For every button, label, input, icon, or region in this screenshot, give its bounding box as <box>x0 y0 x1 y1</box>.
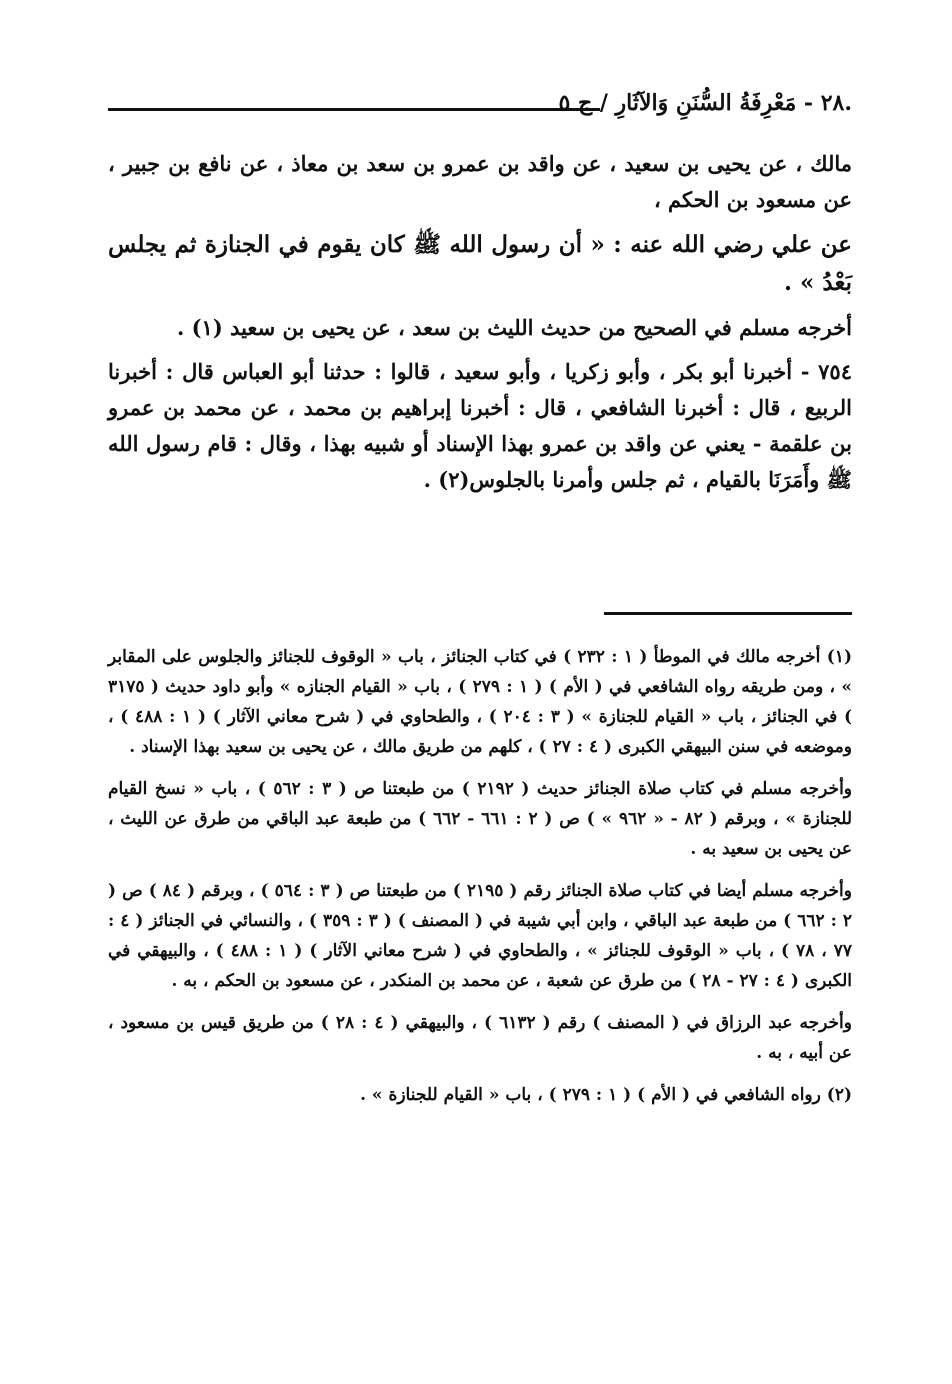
footnote-1-muslim-also: وأخرجه مسلم أيضا في كتاب صلاة الجنائز رقم ( ٢١٩٥ ) من طبعتنا ص ( ٣ : ٥٦٤ ) ، وبرقم ( ٨٤ ) ص ( ٢ : ٦٦٢ ) من طبعة عبد الباقي ، وابن أبي شيبة في ( المصنف ) ( ٣ : ٣٥٩ ) ، والنسائي في الجنائز ( ٤ : ٧٧ ، ٧٨ ) ، باب « الوقوف للجنائز » ، والطحاوي في ( شرح معاني الآثار ) ( ١ : ٤٨٨ ) ، والبيهقي في الكبرى ( ٤ : ٢٧ - ٢٨ ) من طرق عن شعبة ، عن محمد بن المنكدر ، عن مسعود بن الحكم ، به . <box>108 881 852 991</box>
paragraph-takhrij: أخرجه مسلم في الصحيح من حديث الليث بن سعد ، عن يحيى بن سعيد (١) . <box>176 315 852 340</box>
header-rule <box>108 108 600 111</box>
paragraph-isnad: مالك ، عن يحيى بن سعيد ، عن واقد بن عمرو بن سعد بن معاذ ، عن نافع بن جبير ، عن مسعود بن الحكم ، <box>108 151 852 212</box>
footnote-separator <box>604 612 852 615</box>
footnote-1-muslim: وأخرجه مسلم في كتاب صلاة الجنائز حديث ( ٢١٩٢ ) من طبعتنا ص ( ٣ : ٥٦٢ ) ، باب « نسخ القيام للجنازة » ، وبرقم ( ٨٢ - « ٩٦٢ » ) ص ( ٢ : ٦٦١ - ٦٦٢ ) من طبعة عبد الباقي من طرق عن الليث ، عن يحيى بن سعيد به . <box>108 779 853 859</box>
paragraph-hadith-754: ٧٥٤ - أخبرنا أبو بكر ، وأبو زكريا ، وأبو سعيد ، قالوا : حدثنا أبو العباس قال : أخبرنا الربيع ، قال : أخبرنا الشافعي ، قال : أخبرنا إبراهيم بن محمد ، عن محمد بن عمرو بن علقمة - يعني عن واقد بن عمرو بهذا الإسناد أو شبيه بهذا ، وقال : قام رسول الله ﷺ وأَمَرَنَا بالقيام ، ثم جلس وأمرنا بالجلوس(٢) . <box>108 359 852 492</box>
page-header-title: .٢٨ - مَعْرِفَةُ السُّنَنِ وَالآثَارِ / ج ٥ <box>558 90 852 116</box>
footnote-1-abdurrazzaq: وأخرجه عبد الرزاق في ( المصنف ) رقم ( ٦١٣٢ ) ، والبيهقي ( ٤ : ٢٨ ) من طريق قيس بن مسعود ، عن أبيه ، به . <box>108 1013 852 1063</box>
main-text <box>108 146 852 498</box>
page-header <box>108 88 852 120</box>
footnote-2: (٢) رواه الشافعي في ( الأم ) ( ١ : ٢٧٩ ) ، باب « القيام للجنازة » . <box>360 1085 852 1105</box>
footnotes <box>108 642 852 1122</box>
footnote-1: (١) أخرجه مالك في الموطأ ( ١ : ٢٣٢ ) في كتاب الجنائز ، باب « الوقوف للجنائز والجلوس على المقابر » ، ومن طريقه رواه الشافعي في ( الأم ) ( ١ : ٢٧٩ ) ، باب « القيام الجنازه » وأبو داود حديث ( ٣١٧٥ ) في الجنائز ، باب « القيام للجنازة » ( ٣ : ٢٠٤ ) ، والطحاوي في ( شرح معاني الآثار ) ( ١ : ٤٨٨ ) ، وموضعه في سنن البيهقي الكبرى ( ٤ : ٢٧ ) ، كلهم من طريق مالك ، عن يحيى بن سعيد بهذا الإسناد . <box>108 647 853 757</box>
paragraph-hadith: عن علي رضي الله عنه : « أن رسول الله ﷺ كان يقوم في الجنازة ثم يجلس بَعْدُ » . <box>108 231 852 296</box>
